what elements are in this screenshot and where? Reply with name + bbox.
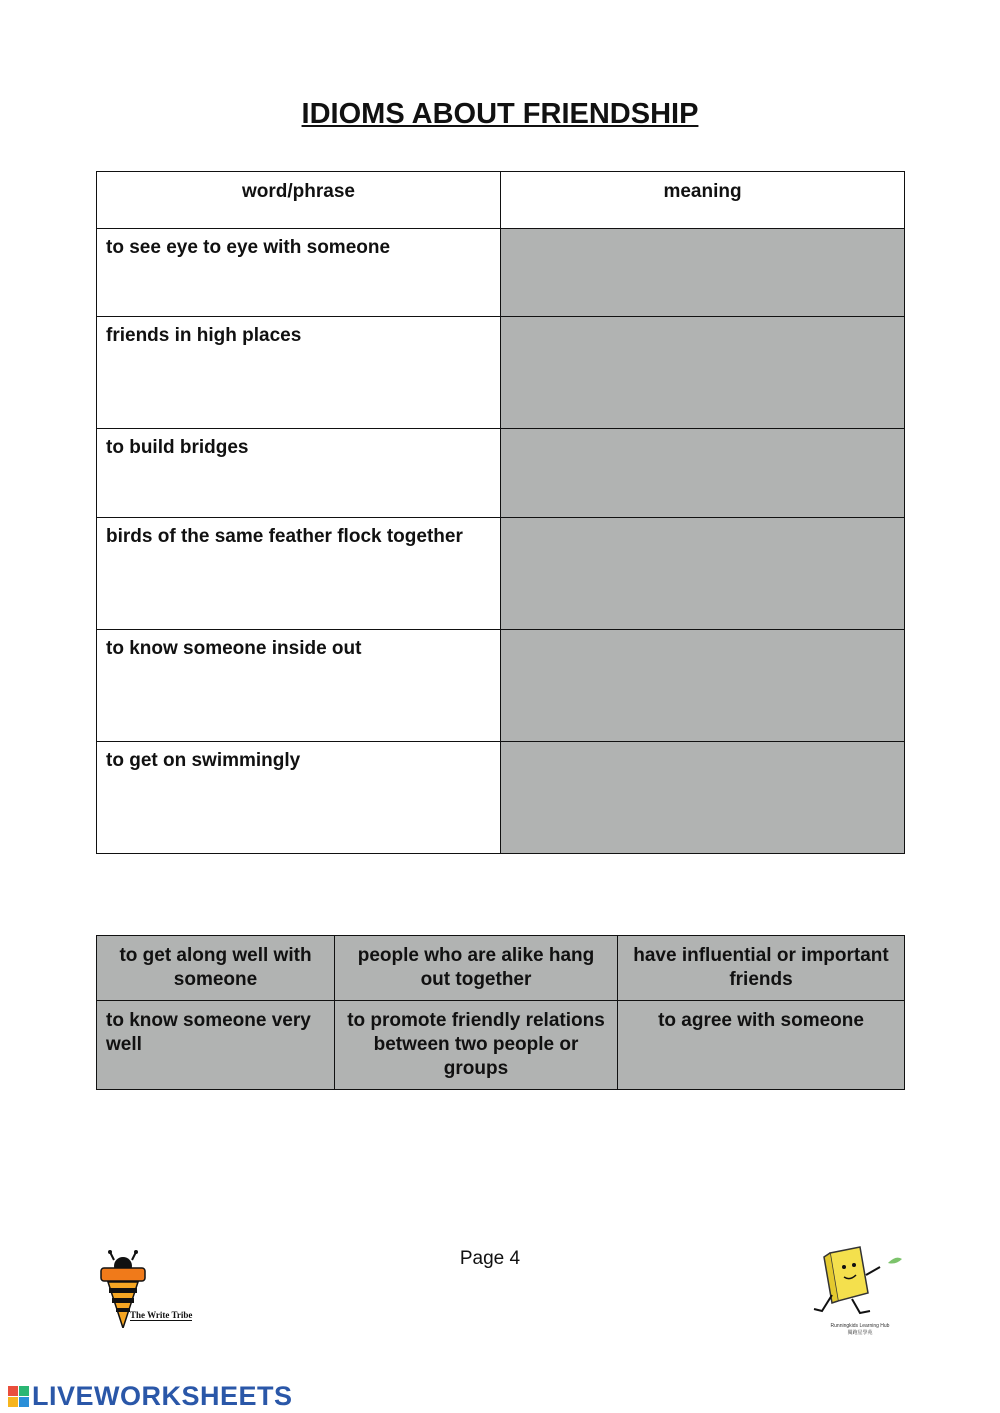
phrase-cell: friends in high places bbox=[97, 317, 501, 429]
phrase-cell: to build bridges bbox=[97, 429, 501, 518]
runningkids-logo bbox=[808, 1245, 908, 1345]
table-row bbox=[97, 429, 905, 518]
runningkids-caption bbox=[814, 1323, 906, 1337]
liveworksheets-wordmark: LIVEWORKSHEETS bbox=[32, 1380, 293, 1411]
runningkids-name-cn: 閱跑星學苑 bbox=[847, 1330, 873, 1336]
answer-option[interactable]: to agree with someone bbox=[618, 1001, 905, 1090]
table-row bbox=[97, 317, 905, 429]
answer-option[interactable]: to promote friendly relations between two people or groups bbox=[335, 1001, 618, 1090]
book-mascot-icon bbox=[808, 1245, 908, 1323]
liveworksheets-logo-icon bbox=[8, 1386, 29, 1407]
write-tribe-label: The Write Tribe bbox=[130, 1310, 193, 1320]
page-title: IDIOMS ABOUT FRIENDSHIP bbox=[301, 98, 699, 130]
meaning-drop-cell[interactable] bbox=[501, 429, 905, 518]
table-row bbox=[97, 742, 905, 854]
answer-row bbox=[97, 936, 905, 1001]
answer-row bbox=[97, 1001, 905, 1090]
meaning-drop-cell[interactable] bbox=[501, 630, 905, 742]
answer-option[interactable]: people who are alike hang out together bbox=[335, 936, 618, 1001]
meaning-drop-cell[interactable] bbox=[501, 317, 905, 429]
runningkids-name: Runningkids Learning Hub bbox=[830, 1323, 890, 1329]
answer-option[interactable]: have influential or important friends bbox=[618, 936, 905, 1001]
header-word-phrase: word/phrase bbox=[97, 172, 501, 229]
table-row bbox=[97, 518, 905, 630]
liveworksheets-brand[interactable] bbox=[8, 1381, 293, 1411]
meaning-drop-cell[interactable] bbox=[501, 742, 905, 854]
table-row bbox=[97, 229, 905, 317]
phrase-cell: birds of the same feather flock together bbox=[97, 518, 501, 630]
answer-option[interactable]: to know someone very well bbox=[97, 1001, 335, 1090]
phrase-cell: to know someone inside out bbox=[97, 630, 501, 742]
page-number: Page 4 bbox=[459, 1248, 521, 1269]
header-meaning: meaning bbox=[501, 172, 905, 229]
write-tribe-logo bbox=[98, 1250, 208, 1330]
phrase-cell: to get on swimmingly bbox=[97, 742, 501, 854]
meaning-drop-cell[interactable] bbox=[501, 518, 905, 630]
table-row bbox=[97, 630, 905, 742]
answer-option[interactable]: to get along well with someone bbox=[97, 936, 335, 1001]
idioms-table bbox=[96, 171, 905, 854]
answer-bank bbox=[96, 935, 905, 1090]
meaning-drop-cell[interactable] bbox=[501, 229, 905, 317]
phrase-cell: to see eye to eye with someone bbox=[97, 229, 501, 317]
table-header-row bbox=[97, 172, 905, 229]
